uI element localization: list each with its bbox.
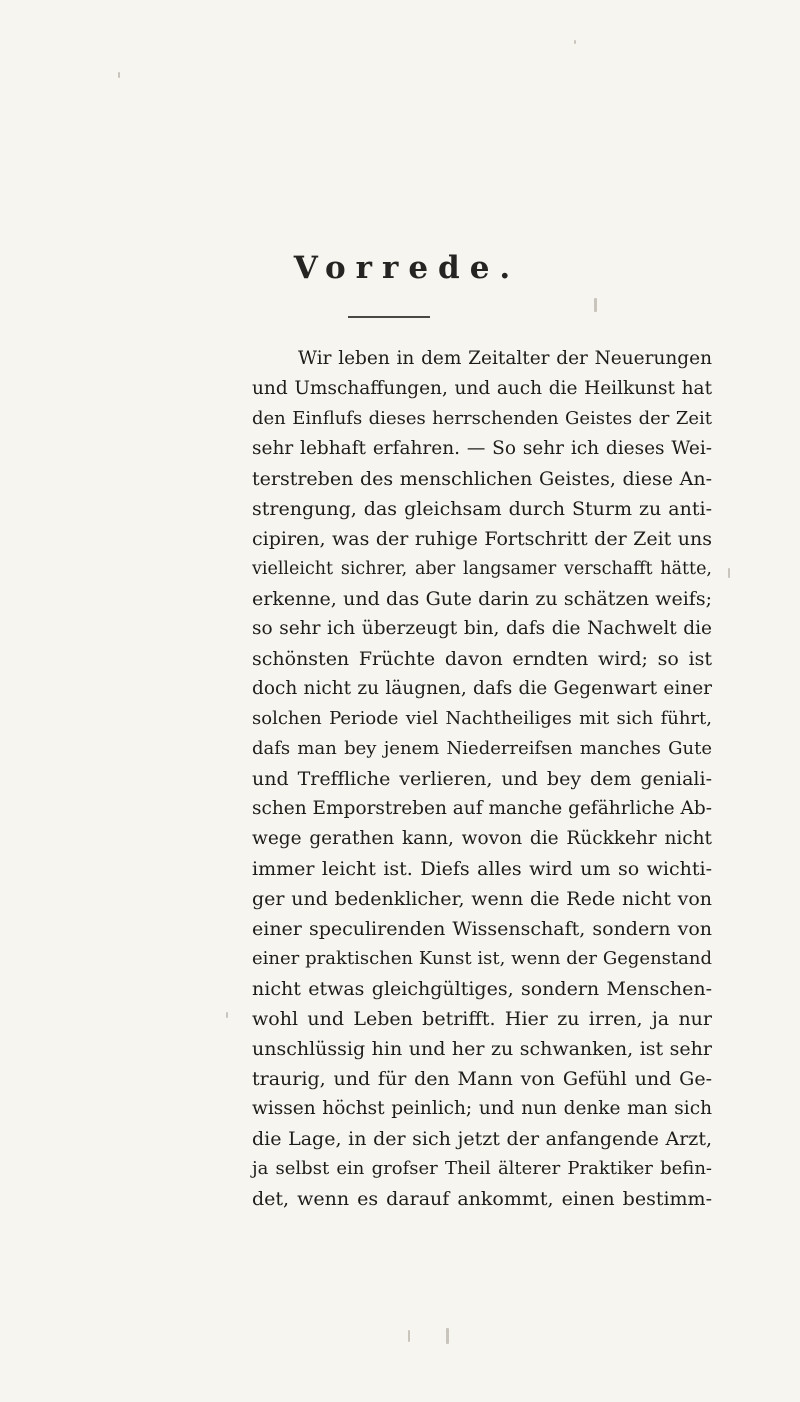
text-line: doch nicht zu läugnen, dafs die Gegenwart einer	[252, 678, 712, 699]
text-line: so sehr ich überzeugt bin, dafs die Nachwelt die	[252, 618, 712, 639]
text-line: und Umschaffungen, und auch die Heilkunst hat	[252, 378, 712, 399]
text-line: schen Emporstreben auf manche gefährliche Ab-	[252, 798, 712, 819]
text-line: einer praktischen Kunst ist, wenn der Gegenstand	[252, 948, 712, 969]
body-text	[252, 344, 712, 1214]
text-line: unschlüssig hin und her zu schwanken, ist sehr	[252, 1038, 712, 1060]
text-line: sehr lebhaft erfahren. — So sehr ich dieses Wei-	[252, 438, 712, 459]
text-line: ger und bedenklicher, wenn die Rede nicht von	[252, 888, 712, 910]
text-line: ja selbst ein grofser Theil älterer Praktiker befin-	[252, 1158, 712, 1179]
title-rule	[348, 316, 430, 318]
text-line: den Einflufs dieses herrschenden Geistes der Zeit	[252, 408, 712, 429]
text-line: Wir leben in dem Zeitalter der Neuerungen	[298, 348, 712, 369]
text-line: vielleicht sichrer, aber langsamer verschafft hätte,	[252, 559, 712, 579]
text-line: immer leicht ist. Diefs alles wird um so wichti-	[252, 858, 712, 880]
text-line: erkenne, und das Gute darin zu schätzen weifs;	[252, 588, 712, 610]
text-line: einer speculirenden Wissenschaft, sondern von	[252, 918, 712, 940]
text-line: det, wenn es darauf ankommt, einen bestimm-	[252, 1188, 712, 1210]
text-line: terstreben des menschlichen Geistes, diese An-	[252, 468, 712, 490]
text-line: strengung, das gleichsam durch Sturm zu anti-	[252, 498, 712, 520]
text-line: wege gerathen kann, wovon die Rückkehr nicht	[252, 828, 712, 849]
text-line: dafs man bey jenem Niederreifsen manches Gute	[252, 738, 712, 759]
text-line: die Lage, in der sich jetzt der anfangende Arzt,	[252, 1128, 712, 1150]
page-title: Vorrede.	[293, 250, 521, 286]
text-line: nicht etwas gleichgültiges, sondern Menschen-	[252, 978, 712, 1000]
text-line: wissen höchst peinlich; und nun denke man sich	[252, 1098, 712, 1119]
text-line: solchen Periode viel Nachtheiliges mit sich führt,	[252, 708, 712, 729]
text-line: wohl und Leben betrifft. Hier zu irren, ja nur	[252, 1008, 712, 1030]
text-line: traurig, und für den Mann von Gefühl und Ge-	[252, 1068, 712, 1090]
text-line: cipiren, was der ruhige Fortschritt der Zeit uns	[252, 528, 712, 550]
text-line: schönsten Früchte davon erndten wird; so ist	[252, 648, 712, 670]
text-line: und Treffliche verlieren, und bey dem geniali-	[252, 768, 712, 790]
